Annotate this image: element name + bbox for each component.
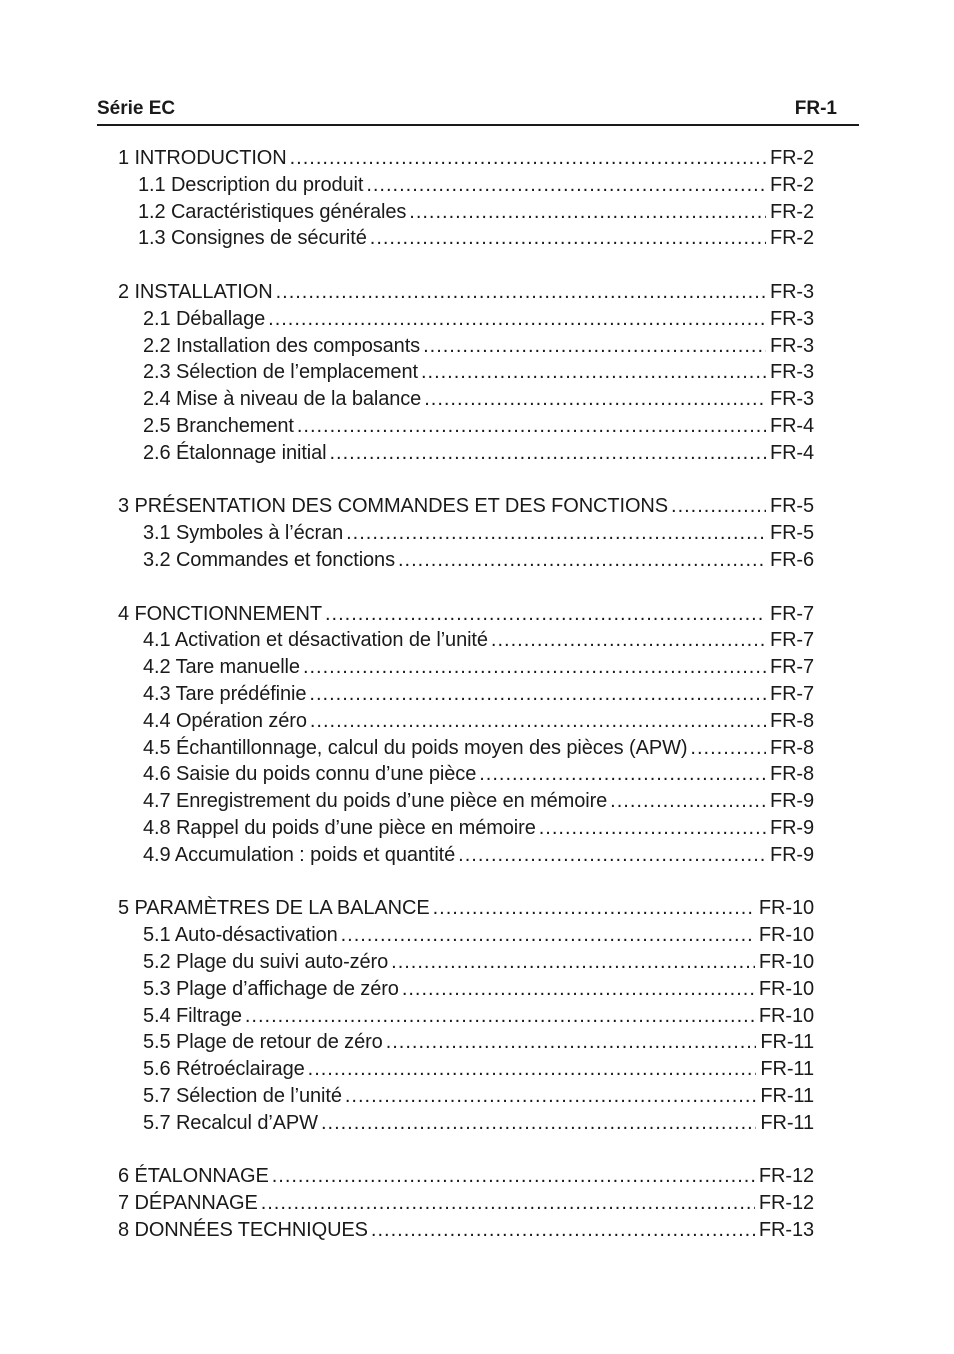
section-gap: [118, 467, 814, 494]
toc-entry[interactable]: [118, 627, 814, 654]
toc-entry-page: FR-11: [760, 1031, 814, 1054]
toc-entry-label: 5.4 Filtrage: [143, 1004, 242, 1027]
dot-leader: [421, 359, 766, 386]
toc-entry-page: FR-10: [758, 924, 814, 947]
toc-entry[interactable]: [118, 1217, 814, 1244]
toc-entry[interactable]: [118, 601, 814, 628]
toc-entry-page: FR-2: [769, 227, 814, 250]
dot-leader: [539, 815, 766, 842]
dot-leader: [261, 1190, 755, 1217]
toc-entry[interactable]: [118, 1163, 814, 1190]
toc-entry-label: 7 DÉPANNAGE: [118, 1192, 258, 1215]
toc-entry-page: FR-9: [769, 843, 814, 866]
series-title: Série EC: [97, 98, 176, 119]
toc-entry-page: FR-9: [769, 816, 814, 839]
section-gap: [118, 252, 814, 279]
toc-entry-label: 2.5 Branchement: [143, 414, 294, 437]
toc-entry[interactable]: [118, 761, 814, 788]
dot-leader: [366, 172, 766, 199]
toc-entry[interactable]: [118, 654, 814, 681]
toc-entry[interactable]: [118, 440, 814, 467]
toc-entry-label: 5.7 Recalcul d’APW: [143, 1111, 318, 1134]
toc-entry-page: FR-11: [760, 1058, 814, 1081]
toc-entry-label: 2.3 Sélection de l’emplacement: [143, 361, 418, 384]
toc-entry-page: FR-4: [769, 441, 814, 464]
dot-leader: [424, 386, 766, 413]
toc-entry-label: 5.3 Plage d’affichage de zéro: [143, 977, 399, 1000]
toc-entry[interactable]: [118, 413, 814, 440]
toc-entry-page: FR-3: [769, 307, 814, 330]
dot-leader: [245, 1003, 755, 1030]
toc-entry[interactable]: [118, 359, 814, 386]
toc-entry-label: 6 ÉTALONNAGE: [118, 1165, 269, 1188]
section-gap: [118, 1136, 814, 1163]
toc-entry-page: FR-10: [758, 977, 814, 1000]
page-number: FR-1: [794, 98, 837, 119]
toc-entry-page: FR-3: [769, 334, 814, 357]
toc-entry-page: FR-5: [769, 495, 814, 518]
toc-entry[interactable]: [118, 547, 814, 574]
toc-entry-label: 3.2 Commandes et fonctions: [143, 548, 395, 571]
toc-entry-label: 3.1 Symboles à l’écran: [143, 522, 344, 545]
dot-leader: [330, 440, 766, 467]
toc-entry-label: 4.4 Opération zéro: [143, 709, 307, 732]
toc-entry-page: FR-12: [758, 1192, 814, 1215]
toc-entry-label: 4.5 Échantillonnage, calcul du poids moyen des pièces (APW): [143, 736, 688, 759]
toc-entry[interactable]: [118, 1029, 814, 1056]
toc-entry-label: 5.7 Sélection de l’unité: [143, 1084, 342, 1107]
toc-entry[interactable]: [118, 922, 814, 949]
toc-entry-page: FR-7: [769, 656, 814, 679]
toc-entry[interactable]: [118, 708, 814, 735]
toc-entry-label: 4 FONCTIONNEMENT: [118, 602, 322, 625]
toc-entry-page: FR-2: [769, 147, 814, 169]
toc-entry-label: 3 PRÉSENTATION DES COMMANDES ET DES FONCTIONS: [118, 495, 669, 518]
toc-entry-page: FR-10: [758, 950, 814, 973]
toc-entry[interactable]: [118, 386, 814, 413]
dot-leader: [491, 627, 766, 654]
toc-entry[interactable]: [118, 949, 814, 976]
toc-entry-label: 8 DONNÉES TECHNIQUES: [118, 1218, 368, 1241]
toc-entry-page: FR-6: [769, 548, 814, 571]
toc-entry-page: FR-3: [769, 280, 814, 303]
toc-entry-page: FR-8: [769, 736, 814, 759]
toc-entry[interactable]: [118, 172, 814, 199]
dot-leader: [671, 493, 766, 520]
toc-entry-page: FR-11: [760, 1111, 814, 1134]
toc-entry[interactable]: [118, 976, 814, 1003]
dot-leader: [272, 1163, 755, 1190]
page-header: [97, 98, 859, 126]
toc-entry-label: 4.9 Accumulation : poids et quantité: [143, 843, 456, 866]
toc-entry[interactable]: [118, 333, 814, 360]
dot-leader: [308, 1056, 757, 1083]
toc-entry-page: FR-2: [769, 173, 814, 196]
toc-entry-label: 4.1 Activation et désactivation de l’unité: [143, 629, 488, 652]
toc-entry[interactable]: [118, 895, 814, 922]
dot-leader: [402, 976, 755, 1003]
toc-entry[interactable]: [118, 681, 814, 708]
toc-entry-label: 1.2 Caractéristiques générales: [138, 200, 407, 223]
dot-leader: [409, 199, 766, 226]
toc-entry-label: 5.5 Plage de retour de zéro: [143, 1031, 383, 1054]
toc-entry-page: FR-2: [769, 200, 814, 223]
dot-leader: [297, 413, 766, 440]
toc-entry-page: FR-8: [769, 709, 814, 732]
toc-entry-page: FR-10: [758, 897, 814, 920]
toc-entry-label: 2 INSTALLATION: [118, 280, 273, 303]
toc-entry-label: 4.6 Saisie du poids connu d’une pièce: [143, 763, 477, 786]
toc-entry[interactable]: [118, 788, 814, 815]
dot-leader: [346, 520, 766, 547]
toc-entry-label: 4.2 Tare manuelle: [143, 656, 300, 679]
toc-entry[interactable]: [118, 225, 814, 252]
toc-entry[interactable]: [118, 1190, 814, 1217]
toc-entry-label: 5.2 Plage du suivi auto-zéro: [143, 950, 389, 973]
toc-entry-label: 1 INTRODUCTION: [118, 147, 287, 169]
toc-entry-page: FR-7: [769, 602, 814, 625]
toc-entry[interactable]: [118, 493, 814, 520]
toc-entry-label: 1.3 Consignes de sécurité: [138, 227, 367, 250]
toc-entry-page: FR-10: [758, 1004, 814, 1027]
dot-leader: [433, 895, 755, 922]
toc-entry-page: FR-5: [769, 522, 814, 545]
dot-leader: [345, 1083, 757, 1110]
dot-leader: [479, 761, 766, 788]
dot-leader: [321, 1110, 756, 1137]
toc-entry-label: 2.2 Installation des composants: [143, 334, 421, 357]
dot-leader: [690, 735, 766, 762]
dot-leader: [386, 1029, 757, 1056]
toc-entry-page: FR-3: [769, 388, 814, 411]
dot-leader: [423, 333, 766, 360]
dot-leader: [371, 1217, 755, 1244]
toc-entry-label: 4.7 Enregistrement du poids d’une pièce en mémoire: [143, 790, 608, 813]
toc-entry-page: FR-9: [769, 790, 814, 813]
toc-entry-label: 5 PARAMÈTRES DE LA BALANCE: [118, 897, 430, 920]
toc-entry-label: 2.6 Étalonnage initial: [143, 441, 327, 464]
dot-leader: [391, 949, 755, 976]
toc-entry[interactable]: [118, 1056, 814, 1083]
toc-entry[interactable]: [118, 520, 814, 547]
toc-entry[interactable]: [118, 1110, 814, 1137]
toc-entry-label: 2.1 Déballage: [143, 307, 266, 330]
toc-entry[interactable]: [118, 842, 814, 869]
toc-entry-page: FR-7: [769, 629, 814, 652]
toc-entry-page: FR-7: [769, 682, 814, 705]
dot-leader: [310, 708, 766, 735]
dot-leader: [268, 306, 766, 333]
toc-entry[interactable]: [118, 279, 814, 306]
table-of-contents: [118, 145, 814, 1244]
dot-leader: [309, 681, 766, 708]
toc-entry-label: 2.4 Mise à niveau de la balance: [143, 388, 422, 411]
toc-entry[interactable]: [118, 306, 814, 333]
section-gap: [118, 869, 814, 896]
dot-leader: [276, 279, 766, 306]
dot-leader: [303, 654, 766, 681]
dot-leader: [458, 842, 766, 869]
toc-entry-label: 4.3 Tare prédéfinie: [143, 682, 307, 705]
toc-entry[interactable]: [118, 145, 814, 172]
toc-entry-page: FR-13: [758, 1218, 814, 1241]
toc-entry[interactable]: [118, 735, 814, 762]
dot-leader: [290, 145, 766, 172]
toc-entry[interactable]: [118, 1083, 814, 1110]
toc-entry[interactable]: [118, 815, 814, 842]
toc-entry-label: 4.8 Rappel du poids d’une pièce en mémoire: [143, 816, 536, 839]
toc-entry-page: FR-8: [769, 763, 814, 786]
toc-entry-page: FR-3: [769, 361, 814, 384]
toc-entry-page: FR-11: [760, 1084, 814, 1107]
dot-leader: [610, 788, 766, 815]
toc-entry-label: 1.1 Description du produit: [138, 173, 364, 196]
toc-entry-page: FR-12: [758, 1165, 814, 1188]
dot-leader: [398, 547, 766, 574]
toc-entry-label: 5.1 Auto-désactivation: [143, 924, 338, 947]
toc-entry[interactable]: [118, 1003, 814, 1030]
toc-entry-page: FR-4: [769, 414, 814, 437]
dot-leader: [341, 922, 755, 949]
dot-leader: [370, 225, 766, 252]
dot-leader: [325, 601, 766, 628]
section-gap: [118, 574, 814, 601]
toc-entry[interactable]: [118, 199, 814, 226]
toc-entry-label: 5.6 Rétroéclairage: [143, 1058, 305, 1081]
